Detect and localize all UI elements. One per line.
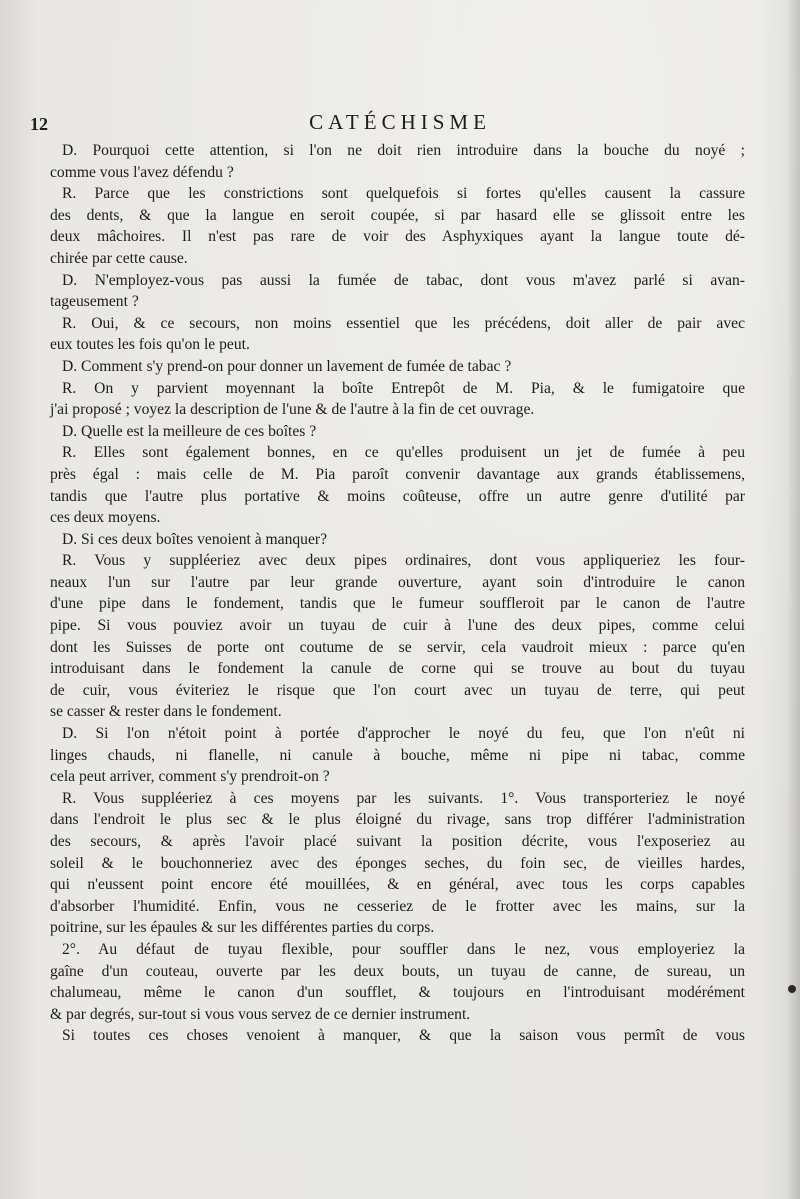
running-title: CATÉCHISME — [309, 110, 491, 134]
text-line: Si toutes ces choses venoient à manquer, & que la saison vous permît de vous — [62, 1027, 745, 1045]
text-line: D. Comment s'y prend-on pour donner un lavement de fumée de tabac ? — [62, 357, 512, 375]
text-line: gaîne d'un couteau, ouverte par les deux bouts, un tuyau de canne, de sureau, un — [50, 962, 745, 980]
text-line: chalumeau, même le canon d'un soufflet, & toujours en l'introduisant modérément — [50, 984, 745, 1002]
text-line: D. Si l'on n'étoit point à portée d'approcher le noyé du feu, que l'on n'eût ni — [62, 725, 745, 743]
text-line: tageusement ? — [50, 293, 139, 311]
text-line: & par degrés, sur-tout si vous vous servez de ce dernier instrument. — [50, 1005, 471, 1023]
text-line: linges chauds, ni flanelle, ni canule à bouche, même ni pipe ni tabac, comme — [50, 746, 745, 764]
text-line: des dents, & que la langue en seroit coupée, si par hasard elle se glissoit entre les — [50, 206, 745, 224]
text-line: dans l'endroit le plus sec & le plus éloigné du rivage, sans trop différer l'administration — [50, 811, 745, 829]
text-line: se casser & rester dans le fondement. — [50, 703, 282, 721]
text-line: cela peut arriver, comment s'y prendroit-on ? — [50, 768, 330, 786]
text-line: neaux l'un sur l'autre par leur grande ouverture, ayant soin d'introduire le canon — [50, 573, 745, 591]
text-line: D. Pourquoi cette attention, si l'on ne doit rien introduire dans la bouche du noyé ; — [62, 142, 745, 159]
text-line: dont les Suisses de porte ont coutume de se servir, cela vaudroit mieux : parce qu'en — [50, 638, 745, 656]
text-line: qui n'eussent point encore été mouillées, & en général, avec tous les corps capables — [50, 876, 745, 894]
text-line: R. Oui, & ce secours, non moins essentiel que les précédens, doit aller de pair avec — [62, 314, 745, 332]
body-text — [50, 140, 745, 1047]
text-line: près égal : mais celle de M. Pia paroît convenir davantage aux grands établissemens, — [50, 465, 745, 483]
text-line: soleil & le bouchonneriez avec des éponges seches, du foin sec, de vieilles hardes, — [50, 854, 745, 872]
text-line: R. Parce que les constrictions sont quelquefois si fortes qu'elles causent la cassure — [62, 185, 745, 203]
text-line: R. On y parvient moyennant la boîte Entrepôt de M. Pia, & le fumigatoire que — [62, 379, 745, 397]
text-line: d'absorber l'humidité. Enfin, vous ne cesseriez de le frotter avec les mains, sur la — [50, 897, 745, 915]
text-line: D. Si ces deux boîtes venoient à manquer? — [62, 530, 328, 548]
page-header — [0, 110, 800, 140]
text-line: de cuir, vous éviteriez le risque que l'on court avec un tuyau de terre, qui peut — [50, 681, 745, 699]
text-line: R. Elles sont également bonnes, en ce qu'elles produisent un jet de fumée à peu — [62, 444, 745, 462]
text-line: comme vous l'avez défendu ? — [50, 163, 234, 181]
text-line: deux mâchoires. Il n'est pas rare de voir des Asphyxiques ayant la langue toute dé- — [50, 228, 745, 246]
text-line: pipe. Si vous pouviez avoir un tuyau de cuir à l'une des deux pipes, comme celui — [50, 617, 745, 635]
text-line: R. Vous suppléeriez à ces moyens par les suivants. 1°. Vous transporteriez le noyé — [62, 789, 745, 807]
ink-speck — [788, 985, 796, 993]
page-number: 12 — [30, 114, 48, 134]
text-line: tandis que l'autre plus portative & moins coûteuse, offre un autre genre d'utilité par — [50, 487, 745, 505]
text-line: ces deux moyens. — [50, 509, 161, 527]
text-line: D. Quelle est la meilleure de ces boîtes ? — [62, 422, 317, 440]
text-line: D. N'employez-vous pas aussi la fumée de tabac, dont vous m'avez parlé si avan- — [62, 271, 745, 289]
text-line: j'ai proposé ; voyez la description de l'une & de l'autre à la fin de cet ouvrage. — [50, 401, 535, 419]
text-line: introduisant dans le fondement la canule de corne qui se trouve au bout du tuyau — [50, 660, 745, 678]
text-line: chirée par cette cause. — [50, 249, 188, 267]
text-line: eux toutes les fois qu'on le peut. — [50, 336, 250, 354]
text-line: poitrine, sur les épaules & sur les différentes parties du corps. — [50, 919, 435, 937]
text-line: 2°. Au défaut de tuyau flexible, pour souffler dans le nez, vous employeriez la — [62, 940, 745, 958]
page-edge-shadow — [786, 0, 800, 1199]
text-line: des secours, & après l'avoir placé suivant la position décrite, vous l'exposeriez au — [50, 833, 745, 850]
text-line: d'une pipe dans le fondement, tandis que le fumeur souffleroit par le canon de l'autre — [50, 595, 745, 613]
text-line: R. Vous y suppléeriez avec deux pipes ordinaires, dont vous appliqueriez les four- — [62, 552, 745, 570]
